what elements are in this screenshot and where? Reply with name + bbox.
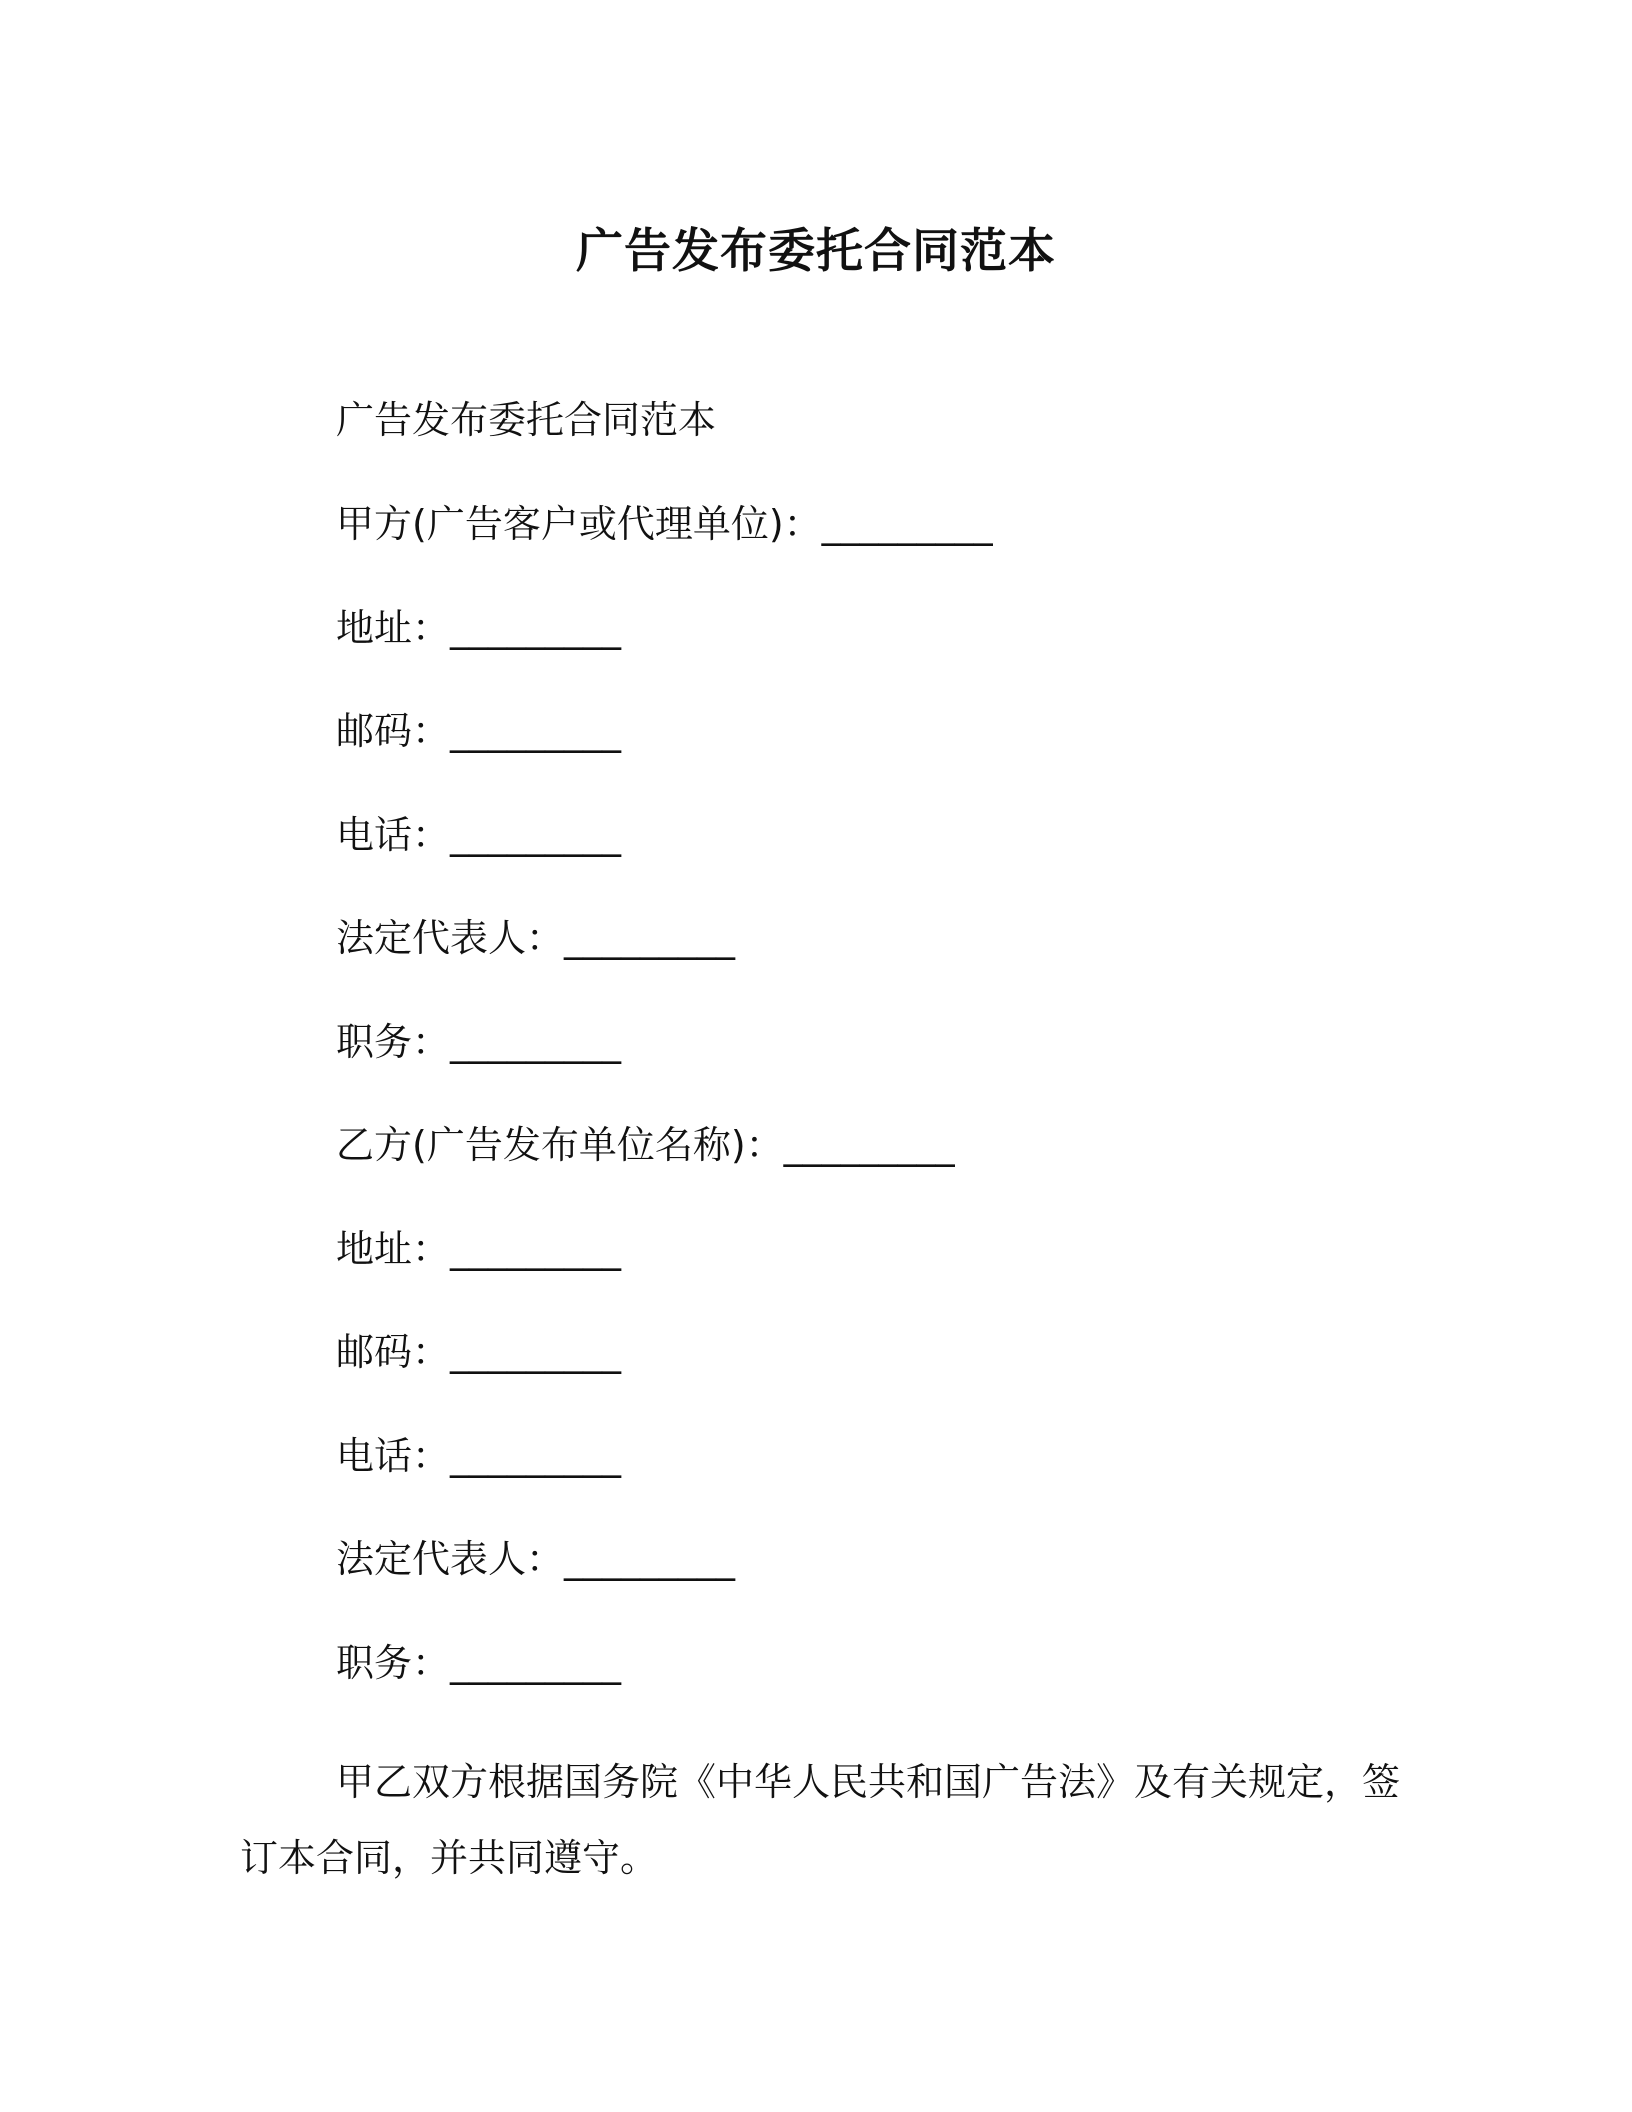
document-subtitle: 广告发布委托合同范本 — [336, 398, 717, 442]
document-title: 广告发布委托合同范本 — [576, 224, 1056, 279]
party-a-position: 职务：_________ — [336, 1020, 622, 1064]
intro-paragraph — [240, 1744, 1400, 1896]
party-b-heading: 乙方(广告发布单位名称)：_________ — [336, 1123, 955, 1167]
party-b-position: 职务：_________ — [336, 1641, 622, 1685]
party-a-heading: 甲方(广告客户或代理单位)：_________ — [336, 502, 993, 546]
party-a-legal-rep: 法定代表人：_________ — [336, 916, 736, 960]
party-b-phone: 电话：_________ — [336, 1434, 622, 1478]
party-b-legal-rep: 法定代表人：_________ — [336, 1537, 736, 1581]
party-b-postcode: 邮码：_________ — [336, 1330, 622, 1374]
party-b-address: 地址：_________ — [336, 1227, 622, 1271]
party-a-postcode: 邮码：_________ — [336, 709, 622, 753]
intro-paragraph-text: 甲乙双方根据国务院《中华人民共和国广告法》及有关规定，签订本合同，并共同遵守。 — [240, 1760, 1401, 1880]
party-a-phone: 电话：_________ — [336, 813, 622, 857]
party-a-address: 地址：_________ — [336, 606, 622, 650]
